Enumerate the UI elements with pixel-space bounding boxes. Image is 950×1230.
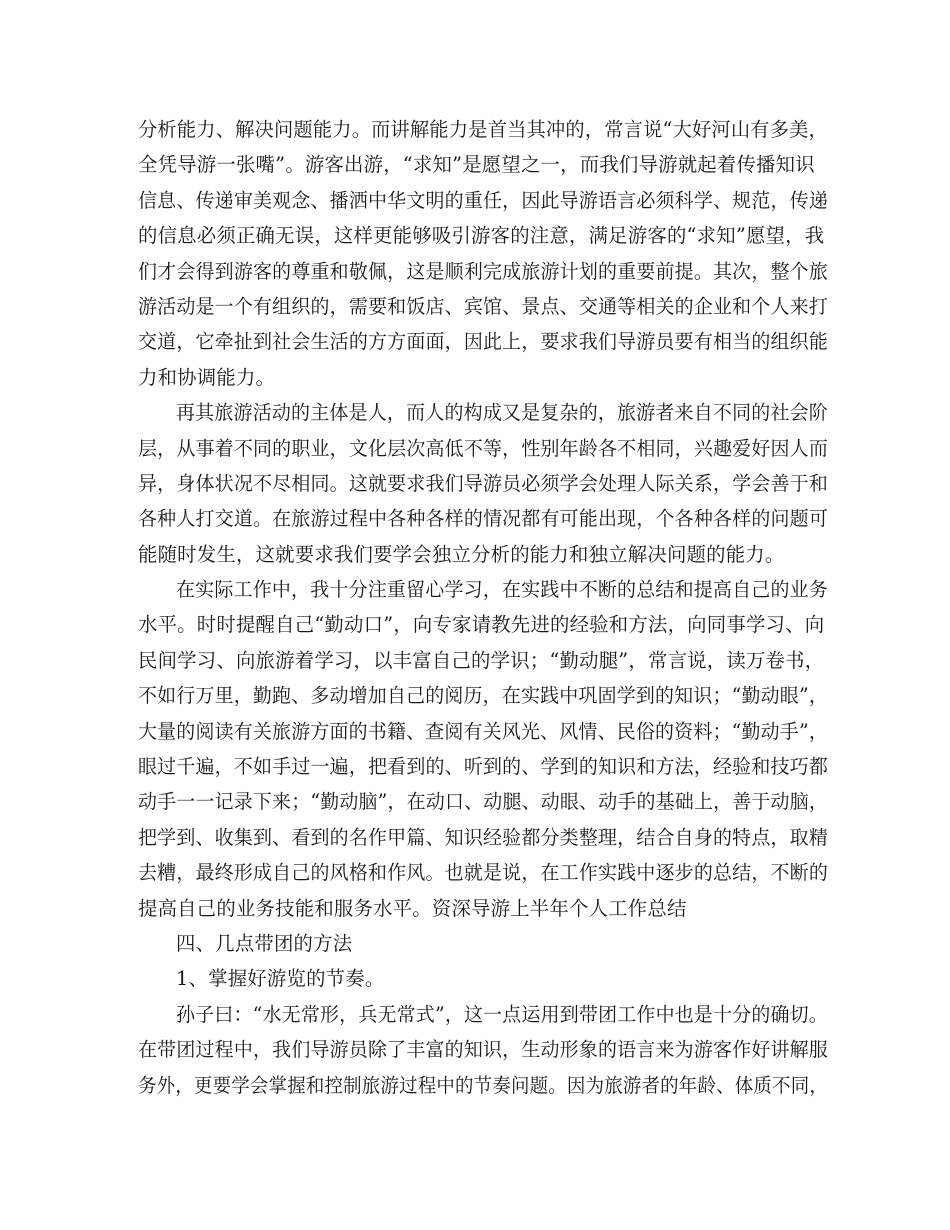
text-line: 异，身体状况不尽相同。这就要求我们导游员必须学会处理人际关系，学会善于和 <box>138 471 828 495</box>
text-line: 信息、传递审美观念、播洒中华文明的重任，因此导游语言必须科学、规范，传递 <box>138 188 828 212</box>
text-line: 层，从事着不同的职业，文化层次高低不等，性别年龄各不相同，兴趣爱好因人而 <box>138 436 828 460</box>
text-line: 民间学习、向旅游着学习，以丰富自己的学识；“勤动腿”，常言说，读万卷书， <box>138 648 825 672</box>
text-line: 水平。时时提醒自己“勤动口”，向专家请教先进的经验和方法，向同事学习、向 <box>138 613 825 637</box>
text-line: 的信息必须正确无误，这样更能够吸引游客的注意，满足游客的“求知”愿望，我 <box>138 224 825 248</box>
text-line: 游活动是一个有组织的，需要和饭店、宾馆、景点、交通等相关的企业和个人来打 <box>138 294 828 318</box>
text-line: 孙子曰：“水无常形，兵无常式”，这一点运用到带团工作中也是十分的确切。 <box>176 1002 828 1026</box>
text-line: 各种人打交道。在旅游过程中各种各样的情况都有可能出现，个各种各样的问题可 <box>138 507 828 531</box>
text-line: 分析能力、解决问题能力。而讲解能力是首当其冲的，常言说“大好河山有多美， <box>138 118 828 141</box>
body-text <box>138 112 828 1103</box>
text-line: 大量的阅读有关旅游方面的书籍、查阅有关风光、风情、民俗的资料；“勤动手”， <box>138 719 828 743</box>
text-line: 把学到、收集到、看到的名作甲篇、知识经验都分类整理，结合自身的特点，取精 <box>138 825 828 849</box>
text-line: 眼过千遍，不如手过一遍，把看到的、听到的、学到的知识和方法，经验和技巧都 <box>138 755 828 779</box>
text-line: 能随时发生，这就要求我们要学会独立分析的能力和独立解决问题的能力。 <box>138 542 785 566</box>
text-line: 四、几点带团的方法 <box>176 931 353 955</box>
text-line: 在实际工作中，我十分注重留心学习，在实践中不断的总结和提高自己的业务 <box>176 578 828 602</box>
text-line: 1、掌握好游览的节奏。 <box>176 967 385 991</box>
text-line: 动手一一记录下来；“勤动脑”，在动口、动腿、动眼、动手的基础上，善于动脑， <box>138 790 828 814</box>
text-line: 提高自己的业务技能和服务水平。资深导游上半年个人工作总结 <box>138 896 687 920</box>
text-line: 在带团过程中，我们导游员除了丰富的知识，生动形象的语言来为游客作好讲解服 <box>138 1038 828 1062</box>
text-line: 力和协调能力。 <box>138 365 276 389</box>
text-line: 交道，它牵扯到社会生活的方方面面，因此上，要求我们导游员要有相当的组织能 <box>138 330 828 354</box>
text-line: 不如行万里，勤跑、多动增加自己的阅历，在实践中巩固学到的知识；“勤动眼”， <box>138 684 828 708</box>
text-line: 全凭导游一张嘴”。游客出游，“求知”是愿望之一，而我们导游就起着传播知识 <box>138 153 815 177</box>
text-line: 再其旅游活动的主体是人，而人的构成又是复杂的，旅游者来自不同的社会阶 <box>176 401 828 425</box>
text-line: 务外，更要学会掌握和控制旅游过程中的节奏问题。因为旅游者的年龄、体质不同， <box>138 1073 828 1097</box>
text-line: 去糟，最终形成自己的风格和作风。也就是说，在工作实践中逐步的总结，不断的 <box>138 861 828 885</box>
text-line: 们才会得到游客的尊重和敬佩，这是顺利完成旅游计划的重要前提。其次，整个旅 <box>138 259 828 283</box>
